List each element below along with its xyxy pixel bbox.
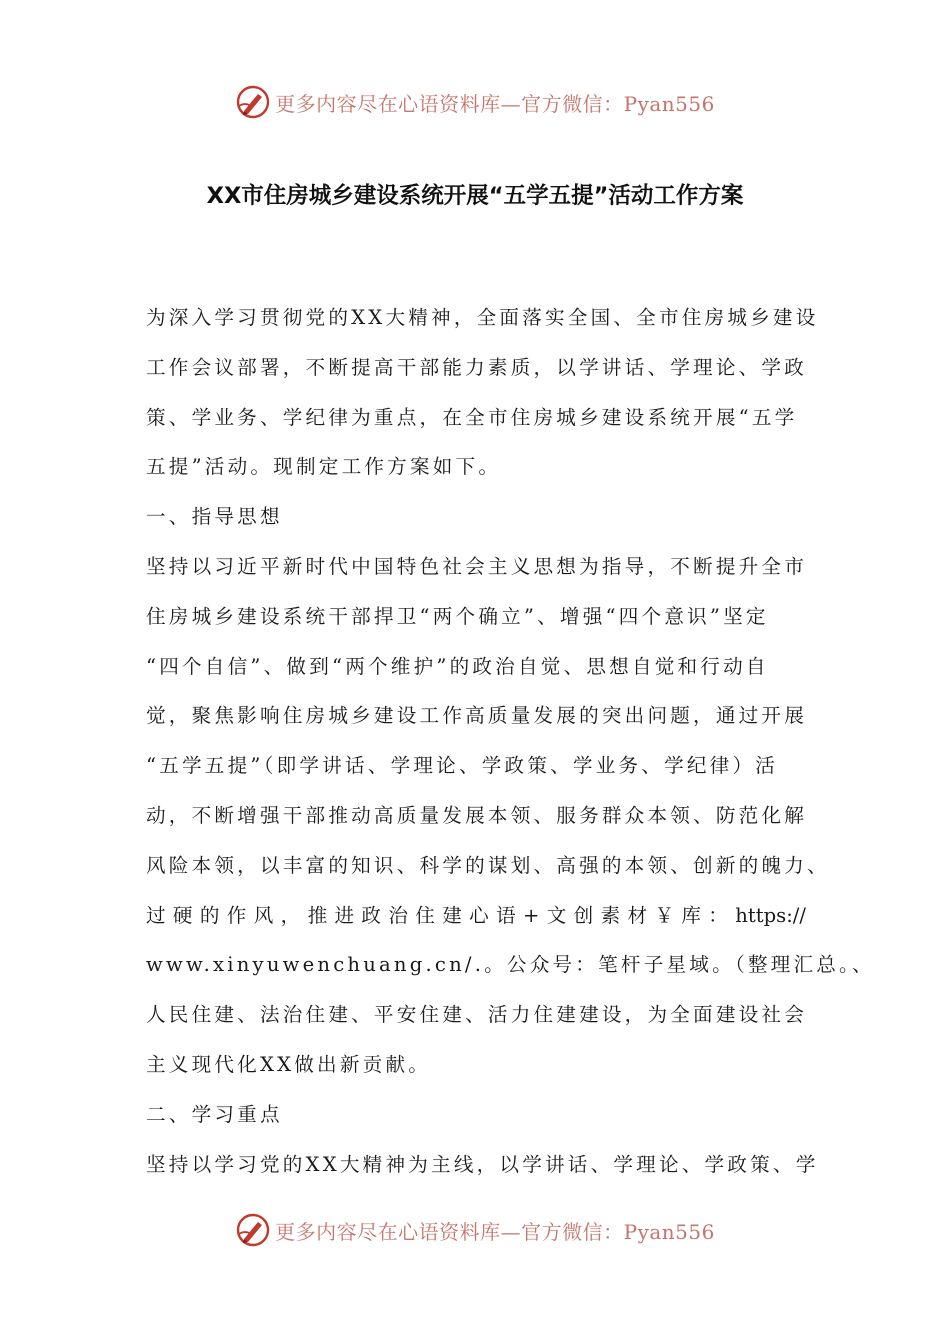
body-line: “四个自信”、做到“两个维护”的政治自觉、思想自觉和行动自 <box>146 654 769 678</box>
document-body <box>146 296 875 1192</box>
body-line: www.xinyuwenchuang.cn/.。公众号：笔杆子星域。（整理汇总。、 <box>146 953 875 977</box>
header-banner-text: 更多内容尽在心语资料库—官方微信：Pyan556 <box>275 91 715 116</box>
section-heading: 一、指导思想 <box>146 505 283 529</box>
body-line: 过硬的作风，推进政治住建心语+文创素材￥库：https:// <box>146 903 806 927</box>
body-line: 主义现代化XX做出新贡献。 <box>146 1052 432 1076</box>
body-line: 工作会议部署，不断提高干部能力素质，以学讲话、学理论、学政 <box>146 355 808 379</box>
pen-logo-icon <box>235 1212 271 1248</box>
header-banner <box>0 80 950 124</box>
body-line: 人民住建、法治住建、平安住建、活力住建建设，为全面建设社会 <box>146 1003 808 1027</box>
body-line: 为深入学习贯彻党的XX大精神，全面落实全国、全市住房城乡建设 <box>146 306 819 329</box>
document-title: XX市住房城乡建设系统开展“五学五提”活动工作方案 <box>206 183 744 209</box>
body-line: 五提”活动。现制定工作方案如下。 <box>146 455 502 479</box>
footer-banner <box>0 1208 950 1252</box>
body-line: “五学五提”（即学讲话、学理论、学政策、学业务、学纪律）活 <box>146 754 779 778</box>
body-line: 住房城乡建设系统干部捍卫“两个确立”、增强“四个意识”坚定 <box>146 604 769 628</box>
body-line: 风险本领，以丰富的知识、科学的谋划、高强的本领、创新的魄力、 <box>146 853 830 877</box>
body-line: 觉，聚焦影响住房城乡建设工作高质量发展的突出问题，通过开展 <box>146 704 808 728</box>
pen-logo-icon <box>235 84 271 120</box>
body-line: 坚持以学习党的XX大精神为主线，以学讲话、学理论、学政策、学 <box>146 1152 819 1176</box>
body-line: 策、学业务、学纪律为重点，在全市住房城乡建设系统开展“五学 <box>146 405 798 429</box>
body-line: 坚持以习近平新时代中国特色社会主义思想为指导，不断提升全市 <box>146 554 808 578</box>
section-heading: 二、学习重点 <box>146 1102 283 1126</box>
body-line: 动，不断增强干部推动高质量发展本领、服务群众本领、防范化解 <box>146 803 808 827</box>
footer-banner-text: 更多内容尽在心语资料库—官方微信：Pyan556 <box>275 1219 715 1244</box>
